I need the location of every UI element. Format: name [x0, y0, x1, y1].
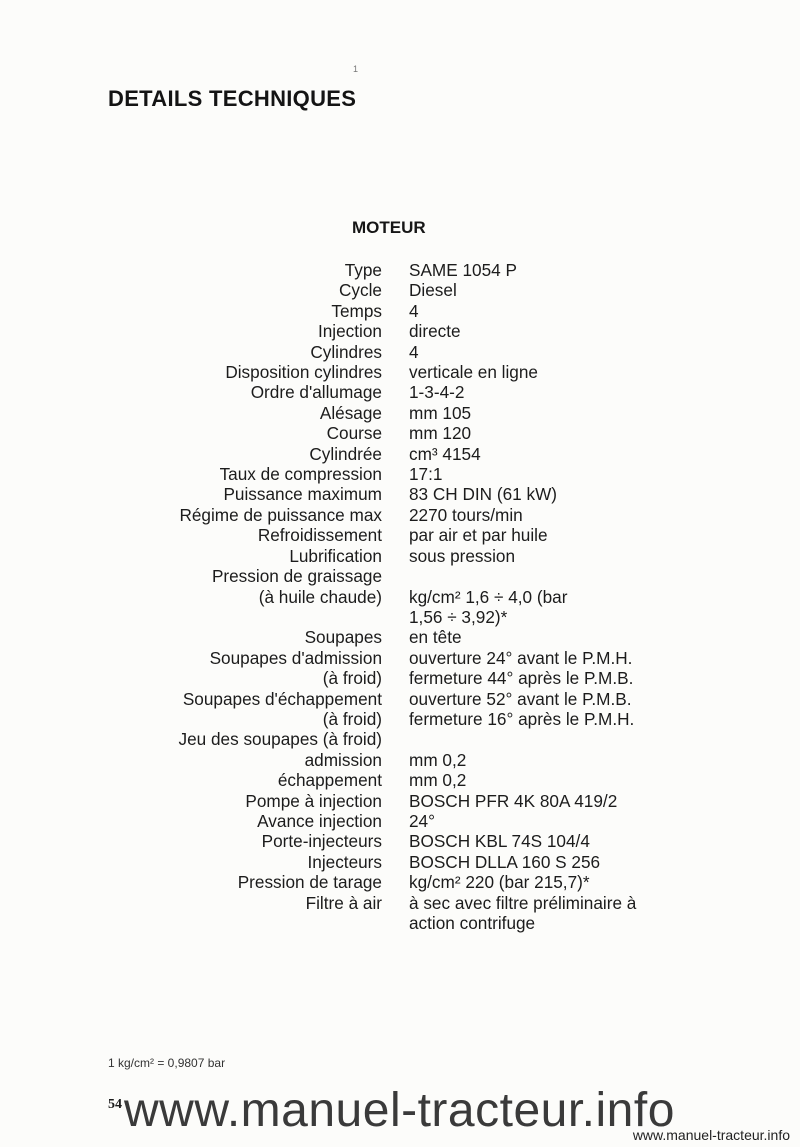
- spec-value: 4: [409, 300, 419, 321]
- spec-value: par air et par huile: [409, 525, 548, 546]
- spec-label: Soupapes d'admission: [209, 647, 382, 668]
- spec-label: Injecteurs: [307, 851, 382, 872]
- spec-value: 24°: [409, 810, 435, 831]
- spec-value: action contrifuge: [409, 913, 536, 933]
- spec-value: fermeture 44° après le P.M.B.: [409, 668, 634, 689]
- spec-label: Soupapes d'échappement: [182, 688, 382, 709]
- spec-row: [0, 342, 800, 362]
- spec-value: BOSCH DLLA 160 S 256: [409, 851, 601, 872]
- spec-row: [0, 505, 800, 525]
- spec-value: ouverture 52° avant le P.M.B.: [409, 688, 632, 709]
- spec-value: BOSCH PFR 4K 80A 419/2: [409, 790, 618, 811]
- spec-label: (à froid): [322, 708, 382, 729]
- spec-label: (à huile chaude): [258, 586, 382, 607]
- spec-value: 2270 tours/min: [409, 504, 523, 525]
- spec-label: Course: [326, 423, 382, 444]
- spec-row: [0, 872, 800, 892]
- spec-row: [0, 301, 800, 321]
- spec-row: [0, 607, 800, 627]
- spec-row: [0, 566, 800, 586]
- spec-row: [0, 831, 800, 851]
- spec-value: [409, 729, 769, 749]
- spec-label: Avance injection: [257, 810, 382, 831]
- spec-label: Disposition cylindres: [225, 362, 382, 383]
- spec-label: Lubrification: [289, 545, 382, 566]
- spec-row: [0, 525, 800, 545]
- spec-row: [0, 811, 800, 831]
- spec-row: [0, 546, 800, 566]
- spec-value: à sec avec filtre préliminaire à: [409, 892, 637, 913]
- spec-value: mm 0,2: [409, 770, 467, 791]
- spec-label: Type: [344, 260, 382, 280]
- spec-label: Porte-injecteurs: [261, 831, 382, 852]
- spec-row: [0, 729, 800, 749]
- spec-row: [0, 852, 800, 872]
- spec-label: Injection: [317, 321, 382, 342]
- spec-row: [0, 587, 800, 607]
- spec-value: verticale en ligne: [409, 362, 538, 383]
- spec-table: [0, 260, 800, 933]
- spec-value: [409, 566, 769, 586]
- spec-value: mm 0,2: [409, 749, 467, 770]
- spec-label: Cycle: [339, 280, 382, 301]
- spec-value: fermeture 16° après le P.M.H.: [409, 708, 635, 729]
- spec-value: mm 105: [409, 402, 472, 423]
- footnote: 1 kg/cm² = 0,9807 bar: [108, 1056, 226, 1070]
- spec-value: kg/cm² 220 (bar 215,7)*: [409, 872, 590, 893]
- spec-label: Soupapes: [304, 627, 382, 648]
- spec-value: 17:1: [409, 464, 443, 485]
- spec-row: [0, 321, 800, 341]
- spec-value: Diesel: [409, 280, 457, 301]
- spec-row: [0, 668, 800, 688]
- spec-label: Pompe à injection: [245, 790, 382, 811]
- spec-value: BOSCH KBL 74S 104/4: [409, 831, 590, 852]
- spec-label: Ordre d'allumage: [250, 382, 382, 403]
- spec-label: Refroidissement: [257, 525, 382, 546]
- spec-label: Taux de compression: [219, 464, 382, 485]
- spec-value: directe: [409, 321, 461, 342]
- top-mark: 1: [353, 64, 359, 74]
- spec-row: [0, 913, 800, 933]
- spec-row: [0, 444, 800, 464]
- spec-row: [0, 893, 800, 913]
- spec-value: ouverture 24° avant le P.M.H.: [409, 647, 633, 668]
- spec-label: échappement: [277, 770, 382, 791]
- spec-value: 1,56 ÷ 3,92)*: [409, 606, 508, 627]
- spec-label: admission: [304, 749, 382, 770]
- spec-row: [0, 280, 800, 300]
- spec-value: sous pression: [409, 545, 516, 566]
- spec-row: [0, 423, 800, 443]
- spec-row: [0, 648, 800, 668]
- spec-value: mm 120: [409, 423, 472, 444]
- spec-value: en tête: [409, 627, 462, 648]
- spec-label: Pression de tarage: [237, 872, 382, 893]
- spec-label: Puissance maximum: [223, 484, 382, 505]
- spec-value: 4: [409, 341, 419, 362]
- spec-value: 1-3-4-2: [409, 382, 465, 403]
- spec-row: [0, 689, 800, 709]
- page-title: DETAILS TECHNIQUES: [108, 86, 357, 111]
- spec-label: (à froid): [322, 668, 382, 689]
- watermark-small: www.manuel-tracteur.info: [632, 1127, 790, 1143]
- watermark: www.manuel-tracteur.info: [124, 1084, 675, 1137]
- spec-label: Pression de graissage: [211, 566, 382, 587]
- spec-row: [0, 403, 800, 423]
- spec-label: Régime de puissance max: [179, 504, 382, 525]
- spec-value: kg/cm² 1,6 ÷ 4,0 (bar: [409, 586, 568, 607]
- spec-label: Cylindrée: [309, 443, 382, 464]
- spec-label: Filtre à air: [305, 892, 382, 913]
- section-title: MOTEUR: [352, 218, 426, 237]
- spec-value: SAME 1054 P: [409, 260, 517, 280]
- spec-row: [0, 627, 800, 647]
- spec-value: 83 CH DIN (61 kW): [409, 484, 558, 505]
- spec-label: Alésage: [319, 402, 382, 423]
- spec-row: [0, 791, 800, 811]
- spec-row: [0, 362, 800, 382]
- spec-value: cm³ 4154: [409, 443, 481, 464]
- spec-row: [0, 382, 800, 402]
- spec-label: Jeu des soupapes (à froid): [178, 729, 382, 750]
- spec-row: [0, 260, 800, 280]
- spec-row: [0, 464, 800, 484]
- spec-label: [0, 913, 382, 933]
- spec-label: [0, 607, 382, 627]
- page-number: 54: [108, 1097, 122, 1112]
- spec-row: [0, 709, 800, 729]
- spec-row: [0, 770, 800, 790]
- spec-row: [0, 484, 800, 504]
- spec-label: Temps: [331, 300, 382, 321]
- spec-row: [0, 750, 800, 770]
- spec-label: Cylindres: [310, 341, 382, 362]
